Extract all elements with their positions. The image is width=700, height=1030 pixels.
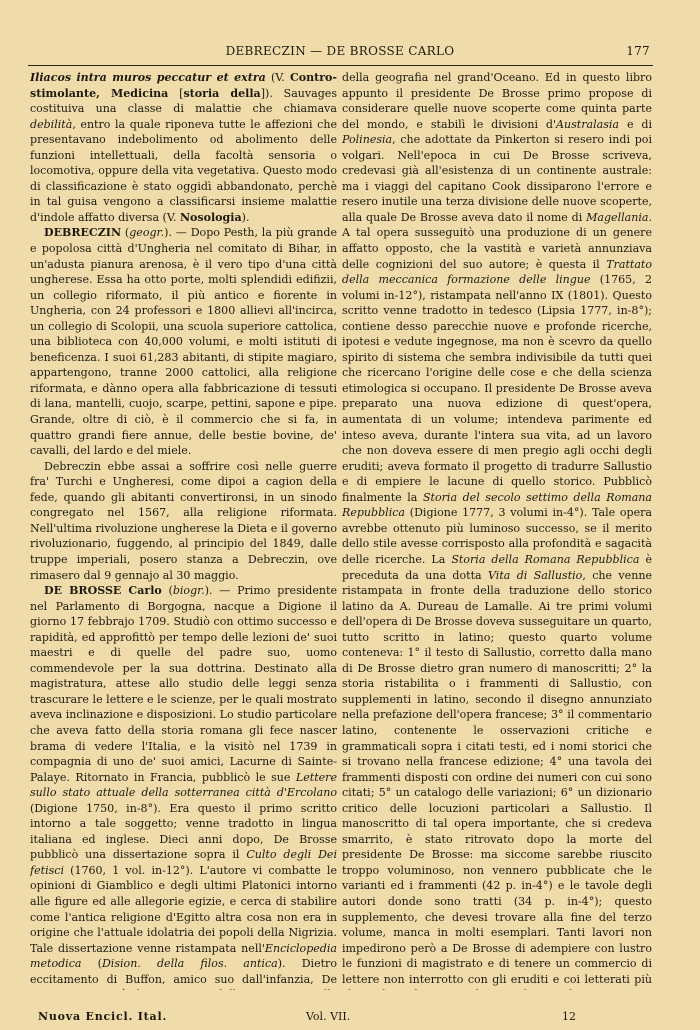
right-column (342, 70, 652, 990)
left-column (30, 70, 337, 990)
text-run: Storia della Romana Repubblica (451, 552, 640, 566)
text-run: ( (121, 226, 130, 240)
text-run: e di (619, 117, 652, 131)
text-run: Lettere sullo stato attuale della sotterranea città d'Ercolano (30, 770, 337, 800)
text-run: (Digione 1777, 3 volumi in-4°). Tale opera avrebbe ottenuto più luminoso successo, se il merito dello stile avesse corrisposto alla profondità e sagacità delle ricerche. La (342, 506, 652, 566)
paragraph (30, 459, 337, 583)
footer-volume: Vol. VII. (306, 1010, 351, 1023)
text-run: Polinesia (342, 133, 393, 147)
text-run: ( (81, 957, 102, 971)
paragraph (342, 70, 652, 990)
text-run: Nosologia (179, 210, 242, 224)
text-run: biogr. (172, 584, 205, 598)
paragraph (30, 583, 337, 990)
text-run: Australasia (556, 117, 620, 131)
text-run: Debreczin ebbe assai a soffrire così nelle guerre fra' Turchi e Ungheresi, come dipoi a cagion della fede, quando gli abitanti convertironsi, in un sinodo congregato nel 1567, alla religione riformata. Nell'ultima rivoluzione ungherese la Dieta e il governo rivoluzionario, fuggendo, al principio del 1849, dalle truppe imperiali, posero stanza a Debreczin, ove rimasero dal 9 gennajo al 30 maggio. (30, 459, 337, 582)
text-run: Trattato della meccanica formazione delle lingue (342, 257, 652, 287)
text-run: Contro-stimolante, Medicina (30, 71, 337, 100)
text-run: storia della (183, 86, 261, 100)
text-run: Storia del secolo settimo della Romana Repubblica (342, 490, 652, 520)
paragraph (30, 225, 337, 458)
text-run: ). — Dopo Pesth, la più grande e popolosa città d'Ungheria nel comitato di Bihar, in un'adusta pianura arenosa, è il vero tipo d'una città ungherese. Essa ha otto porte, molti splendidi edifizii, un collegio riformato, il più antico e fiorente in Ungheria, con 24 professori e 1800 allievi all'incirca, un collegio di Scolopii, una scuola superiore cattolica, una biblioteca con 40,000 volumi, e molti istituti di beneficenza. I suoi 61,283 abitanti, di stipite magiaro, appartengono, tranne 2000 cattolici, alla religione riformata, e dànno opera alla fabbricazione di tessuti di lana, mantelli, cuojo, scarpe, pettini, sapone e pipe. Grande, oltre di ciò, è il commercio che si fa, in quattro grandi fiere annue, delle bestie bovine, de' cavalli, del lardo e del miele. (30, 226, 337, 458)
text-run: è preceduta da una dotta (342, 552, 652, 582)
text-run: debilità (30, 117, 73, 131)
text-run: ). (241, 210, 250, 224)
running-header (30, 44, 650, 64)
text-run: Vita di Sallustio (488, 568, 583, 582)
text-run: Dision. della filos. antica (101, 957, 278, 971)
page-number: 177 (626, 44, 650, 58)
text-run: (V. (265, 71, 290, 84)
text-run: (Digione 1750, in-8°). Era questo il primo scritto intorno a tale soggetto; venne tradotto in lingua italiana ed inglese. Dieci anni dopo, De Brosse pubblicò una dissertazione sopra il (30, 801, 337, 862)
text-run: (1765, 2 volumi in-12°), ristampata nell'anno IX (1801). Questo scritto venne tradotto in tedesco (Lipsia 1777, in-8°); contiene desso parecchie nuove e profonde ricerche, ipotesi e vedute ingegnose, ma non è scevro da quello spirito di sistema che sembra indivisibile da tutti quei che ricercano l'origine delle cose e che della scienza etimologica si occupano. Il presidente De Brosse aveva preparato una nuova edizione di quest'opera, aumentata di un volume; intendeva parimente ed inteso aveva, durante l'intera sua vita, ad un lavoro che non doveva essere di men pregio agli occhi degli eruditi; aveva formato il progetto di tradurre Sallustio e di empiere le lacune di quello storico. Pubblicò finalmente la (342, 273, 652, 504)
text-run: [ (168, 86, 184, 100)
paragraph (30, 70, 337, 225)
text-run: DE BROSSE Carlo (44, 584, 162, 598)
text-run: DEBRECZIN (44, 226, 122, 240)
text-run: ). Dietro eccitamento di Buffon, amico suo dall'infanzia, De (30, 957, 337, 986)
text-run: della geografia nel grand'Oceano. Ed in questo libro appunto il presidente De Brosse primo propose di considerare quelle nuove scoperte come quinta parte del mondo, e stabilì le divisioni d' (342, 71, 652, 131)
text-run: ). — Primo presidente nel Parlamento di Borgogna, nacque a Digione il giorno 17 febbrajo 1709. Studiò con ottimo successo e rapidità, ed approfittò per tempo delle lezioni de' suoi maestri e di quelle del padre suo, uomo commendevole per la sua dottrina. Destinato alla magistratura, attese allo studio delle leggi senza trascurare le lettere e le scienze, per le quali mostrato aveva inclinazione e disposizioni. Lo studio particolare che aveva fatto della storia romana gli fece nascer brama di vedere l'Italia, e la visitò nel 1739 in compagnia di uno de' suoi amici, Lacurne di Sainte-Palaye. Ritornato in Francia, pubblicò le sue (30, 584, 337, 784)
text-run: . A tal opera susseguitò una produzione di un genere affatto opposto, che la vastità e varietà annunziava delle cognizioni del suo autore; è questa il (342, 210, 652, 271)
text-run: ( (161, 584, 173, 598)
footer-signature: 12 (562, 1010, 576, 1023)
header-title: DEBRECZIN — DE BROSSE CARLO (225, 44, 455, 58)
text-run: geogr. (129, 226, 165, 240)
header-rule (28, 65, 653, 66)
text-run: , entro la quale riponeva tutte le affezioni che presentavano indebolimento od abolimento delle funzioni intellettuali, della facoltà sensoria o locomotiva, oppure della vita vegetativa. Questo modo di classificazione è stato oggidì abbandonato, perchè in tal guisa vengono a classificarsi insieme malattie d'indole affatto diversa (V. (30, 117, 337, 224)
text-run: Culto degli Dei fetisci (30, 848, 337, 877)
footer-publication: Nuova Encicl. Ital. (38, 1010, 168, 1023)
text-run: (1760, 1 vol. in-12°). L'autore vi combatte le opinioni di Giamblico e degli ultimi Platonici intorno alle figure ed alle allegorie egizie, e cerca di stabilire come l'antica religione d'Egitto altra cosa non era in origine che l'attuale idolatria dei popoli della Nigrizia. Tale dissertazione venne ristampata nell' (30, 863, 337, 955)
text-run: ]). Sauvages costituiva una classe di malattie che chiamava (30, 86, 337, 116)
text-run: , che venne ristampata in fronte della traduzione dello storico latino da A. Dureau de Lamalle. Ai tre primi volumi dell'opera di De Brosse doveva susseguitare un quarto, tutto scritto in latino; questo quarto volume conteneva: 1° il testo di Sallustio, corretto dalla mano di De Brosse dietro gran numero di manoscritti; 2° la storia ristabilita o i frammenti di Sallustio, con supplementi in latino, secondo il disegno annunziato nella prefazione dell'opera francese; 3° il commentario latino, contenente le osservazioni critiche e grammaticali sopra i citati testi, ed i nomi storici che si trovano nella francese edizione; 4° una tavola dei frammenti disposti con ordine dei numeri con cui sono citati; 5° un catalogo delle variazioni; 6° un dizionario critico delle locuzioni particolari a Sallustio. Il manoscritto di tal opera importante, che si credeva smarrito, è stato ritrovato dopo la morte del presidente De Brosse: ma siccome sarebbe riuscito troppo voluminoso, non vennero pubblicate che le varianti ed i frammenti (42 p. in-4°) e le tavole degli autori donde sono tratti (34 p. in-4°); questo supplemento, che devesi trovare alla fine del terzo volume, manca in molti esemplari. Tanti lavori non impedirono però a De Brosse di adempiere con lustro le funzioni di magistrato e di tenere un commercio di lettere non interrotto con gli eruditi e coi letterati più (342, 568, 652, 986)
text-run: , che adottate da Pinkerton si resero indi poi volgari. Nell'epoca in cui De Brosse scriveva, credevasi già all'esistenza di un continente australe: ma i viaggi del capitano Cook dissiparono l'errore e resero inutile una terza divisione delle nuove scoperte, alla quale De Brosse aveva dato il nome di (342, 133, 652, 224)
text-run: Magellania (586, 210, 649, 224)
text-run: Enciclopedia metodica (30, 941, 337, 971)
text-run: Iliacos intra muros peccatur et extra (30, 71, 266, 84)
